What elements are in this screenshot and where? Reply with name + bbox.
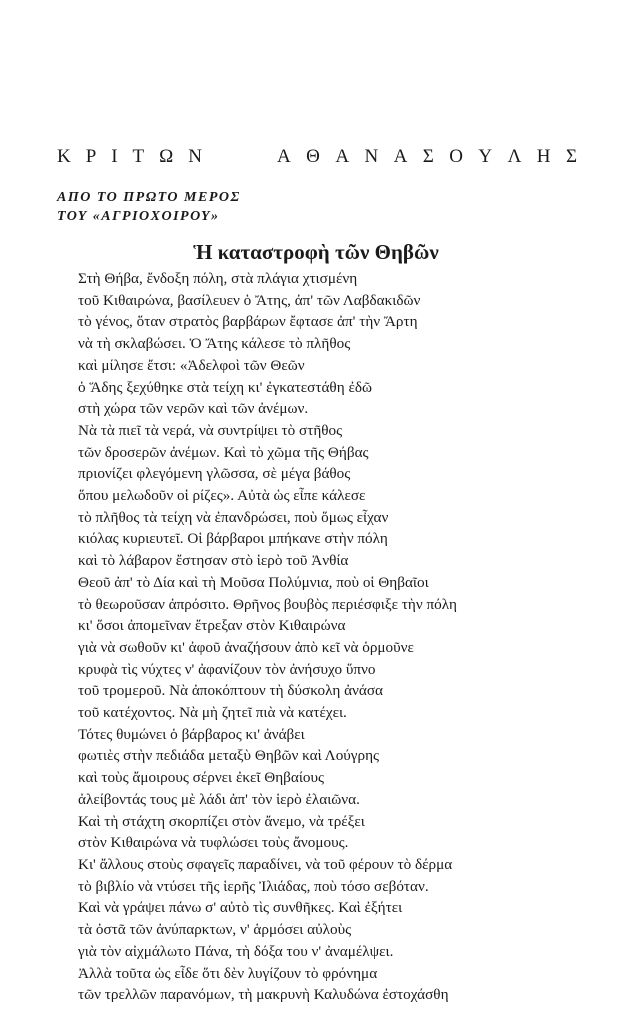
- poem-line: Κι' ἄλλους στοὺς σφαγεῖς παραδίνει, νὰ τοῦ φέρουν τὸ δέρμα: [78, 855, 453, 873]
- poem-line: στὸν Κιθαιρώνα νὰ τυφλώσει τοὺς ἄνομους.: [78, 834, 349, 852]
- poem-line: Στὴ Θήβα, ἔνδοξη πόλη, στὰ πλάγια χτισμένη: [78, 270, 358, 287]
- author-letter: Υ: [478, 146, 493, 167]
- poem-line: τοῦ κατέχοντος. Νὰ μὴ ζητεῖ πιὰ νὰ κατέχει.: [78, 704, 347, 722]
- author-letter: Ν: [364, 146, 379, 167]
- poem-line: καὶ τὸ λάβαρον ἔστησαν στὸ ἱερὸ τοῦ Ἀνθία: [78, 552, 349, 570]
- author-last-name: [277, 146, 577, 168]
- poem-line: κι' ὅσοι ἀπομεῖναν ἔτρεξαν στὸν Κιθαιρώνα: [78, 617, 346, 635]
- poem-line: ὅπου μελωδοῦν οἱ ρίζες». Αὐτὰ ὡς εἶπε κάλεσε: [78, 487, 366, 505]
- poem-line: φωτιὲς στὴν πεδιάδα μεταξὺ Θηβῶν καὶ Λούγρης: [78, 747, 380, 765]
- author-letter: Α: [393, 146, 408, 167]
- poem-line: Καὶ τὴ στάχτη σκορπίζει στὸν ἄνεμο, νὰ τρέξει: [78, 812, 365, 830]
- poem-line: τὸ βιβλίο νὰ ντύσει τῆς ἱερῆς Ἰλιάδας, ποὺ τόσο σεβόταν.: [78, 877, 429, 895]
- poem-line: κρυφὰ τὶς νύχτες ν' ἀφανίζουν τὸν ἀνήσυχο ὕπνο: [78, 660, 376, 678]
- poem-body: [78, 268, 618, 1006]
- author-letter: Κ: [57, 146, 71, 167]
- poem-line: τοῦ τρομεροῦ. Νὰ ἀποκόπτουν τὴ δύσκολη ἀνάσα: [78, 682, 384, 700]
- author-letter: Ι: [111, 146, 118, 167]
- poem-line: γιὰ τὸν αἰχμάλωτο Πάνα, τὴ δόξα του ν' ἀναμέλψει.: [78, 942, 394, 960]
- poem-line: τοῦ Κιθαιρώνα, βασίλευεν ὁ Ἄτης, ἀπ' τῶν Λαβδακιδῶν: [78, 291, 421, 309]
- poem-line: καὶ μίλησε ἔτσι: «Ἀδελφοὶ τῶν Θεῶν: [78, 356, 305, 374]
- author-letter: Ν: [188, 146, 202, 167]
- author-first-name: [57, 146, 202, 168]
- author-letter: Τ: [132, 146, 145, 167]
- author-letter: Η: [536, 146, 551, 167]
- poem-line: ἀλείβοντάς τους μὲ λάδι ἀπ' τὸν ἱερὸ ἐλαιῶνα.: [78, 790, 360, 808]
- author-letter: Α: [335, 146, 350, 167]
- author-letter: Ρ: [85, 146, 97, 167]
- poem-line: γιὰ νὰ σωθοῦν κι' ἀφοῦ ἀναζήσουν ἀπὸ κεῖ νὰ ὁρμοῦνε: [78, 638, 414, 656]
- section-heading-line: ΤΟΥ «ΑΓΡΙΟΧΟΙΡΟΥ»: [57, 209, 220, 224]
- poem-line: Νὰ τὰ πιεῖ τὰ νερά, νὰ συντρίψει τὸ στῆθος: [78, 421, 343, 439]
- poem-line: τὸ θεωροῦσαν ἀπρόσιτο. Θρῆνος βουβὸς περιέσφιξε τὴν πόλη: [78, 595, 457, 613]
- section-heading: [57, 188, 241, 226]
- poem-line: νὰ τὴ σκλαβώσει. Ὁ Ἄτης κάλεσε τὸ πλῆθος: [78, 335, 351, 353]
- author-letter: Σ: [565, 146, 577, 167]
- poem-line: στὴ χώρα τῶν νερῶν καὶ τῶν ἀνέμων.: [78, 400, 309, 418]
- author-name: [57, 146, 577, 168]
- poem-line: ὁ Ἅδης ξεχύθηκε στὰ τείχη κι' ἐγκατεστάθη ἐδῶ: [78, 378, 372, 396]
- poem-title: Ἡ καταστροφὴ τῶν Θηβῶν: [193, 240, 439, 264]
- poem-line: τῶν δροσερῶν ἀνέμων. Καὶ τὸ χῶμα τῆς Θήβας: [78, 443, 369, 461]
- poem-line: Θεοῦ ἀπ' τὸ Δία καὶ τὴ Μοῦσα Πολύμνια, ποὺ οἱ Θηβαῖοι: [78, 573, 429, 591]
- poem-line: τὸ πλῆθος τὰ τείχη νὰ ἐπανδρώσει, ποὺ ὅμως εἶχαν: [78, 508, 389, 526]
- author-letter: Α: [277, 146, 291, 167]
- section-heading-line: ΑΠΟ ΤΟ ΠΡΩΤΟ ΜΕΡΟΣ: [57, 190, 241, 205]
- author-letter: Ο: [449, 146, 463, 167]
- poem-line: τῶν τρελλῶν παρανόμων, τὴ μακρυνὴ Καλυδώνα ἐστοχάσθη: [78, 986, 449, 1004]
- author-letter: Σ: [422, 146, 434, 167]
- poem-line: Ἀλλὰ τοῦτα ὡς εἶδε ὅτι δὲν λυγίζουν τὸ φρόνημα: [78, 964, 378, 982]
- poem-line: Καὶ νὰ γράψει πάνω σ' αὐτὸ τὶς συνθῆκες. Καὶ ἐξήτει: [78, 899, 403, 917]
- author-letter: Θ: [306, 146, 320, 167]
- poem-line: κιόλας κυριευτεῖ. Οἱ βάρβαροι μπήκανε στὴν πόλη: [78, 530, 388, 548]
- poem-line: Τότες θυμώνει ὁ βάρβαρος κι' ἀνάβει: [78, 725, 305, 743]
- author-letter: Ω: [159, 146, 174, 167]
- poem-line: καὶ τοὺς ἄμοιρους σέρνει ἐκεῖ Θηβαίους: [78, 769, 325, 787]
- author-letter: Λ: [507, 146, 522, 167]
- poem-line: πριονίζει φλεγόμενη γλῶσσα, σὲ μέγα βάθος: [78, 465, 351, 483]
- poem-line: τὰ ὀστᾶ τῶν ἀνύπαρκτων, ν' ἁρμόσει αὐλοὺς: [78, 921, 352, 939]
- poem-line: τὸ γένος, ὅταν στρατὸς βαρβάρων ἔφτασε ἀπ' τὴν Ἄρτη: [78, 313, 418, 331]
